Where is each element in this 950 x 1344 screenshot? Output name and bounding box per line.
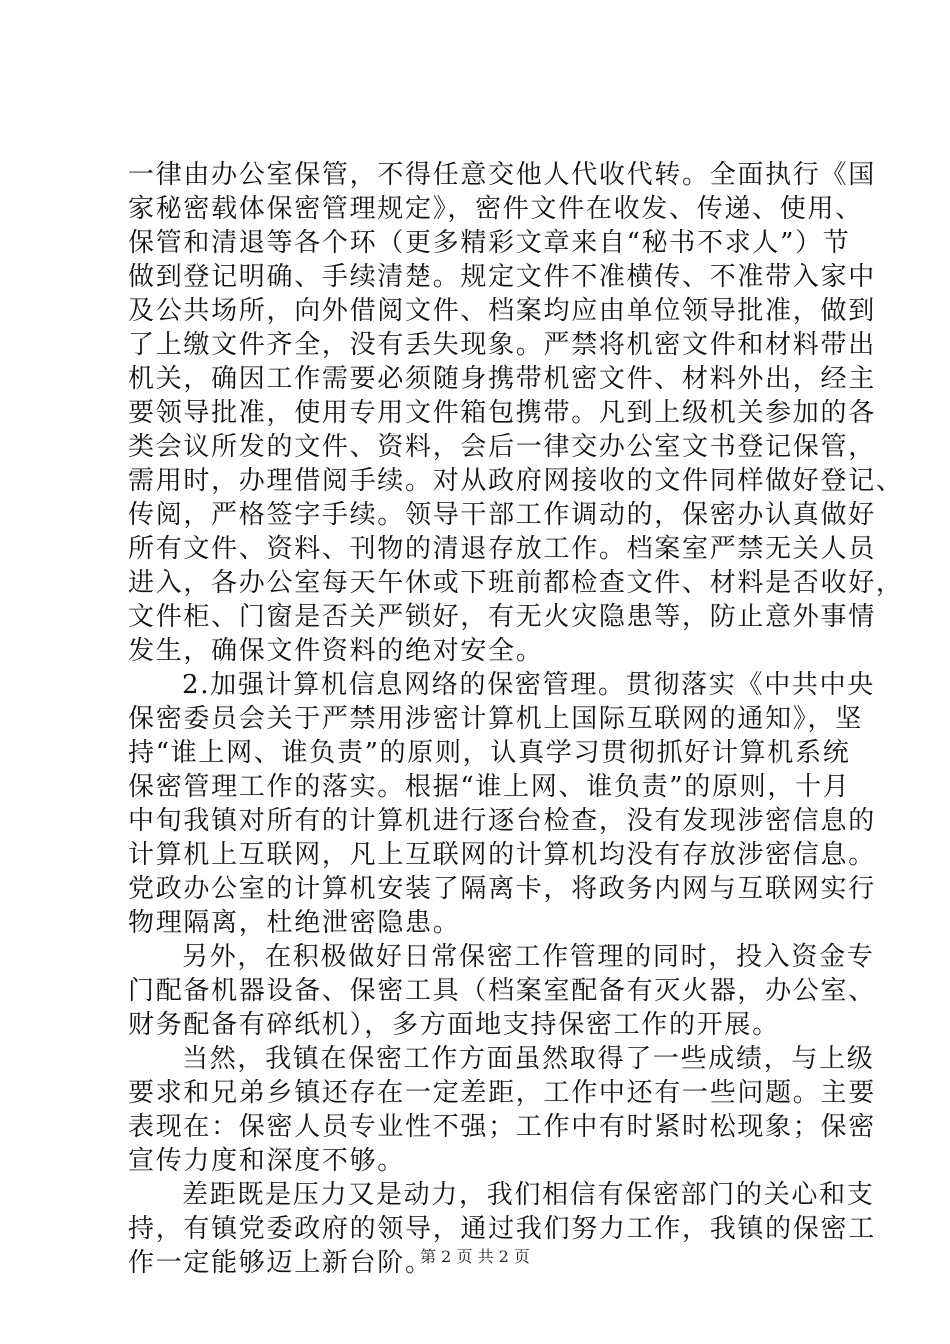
text-line: 做到登记明确、手续清楚。规定文件不准横传、不准带入家中	[128, 262, 876, 292]
document-body	[128, 158, 904, 1280]
text-line: 及公共场所，向外借阅文件、档案均应由单位领导批准，做到	[128, 296, 876, 326]
text-line: 物理隔离，杜绝泄密隐患。	[128, 908, 461, 938]
text-line: 文件柜、门窗是否关严锁好，有无火灾隐患等，防止意外事情	[128, 602, 876, 632]
text-line: 党政办公室的计算机安装了隔离卡，将政务内网与互联网实行	[128, 874, 876, 904]
paragraph-start-line: 另外，在积极做好日常保密工作管理的同时，投入资金专	[182, 942, 875, 972]
text-line: 传阅，严格签字手续。领导干部工作调动的，保密办认真做好	[128, 500, 876, 530]
text-line: 类会议所发的文件、资料，会后一律交办公室文书登记保管，	[128, 432, 876, 462]
text-line: 持，有镇党委政府的领导，通过我们努力工作，我镇的保密工	[128, 1214, 876, 1244]
text-line: 要领导批准，使用专用文件箱包携带。凡到上级机关参加的各	[128, 398, 876, 428]
text-line: 机关，确因工作需要必须随身携带机密文件、材料外出，经主	[128, 364, 876, 394]
text-line: 家秘密载体保密管理规定》，密件文件在收发、传递、使用、	[128, 194, 863, 224]
paragraph-start-line: 2.加强计算机信息网络的保密管理。贯彻落实《中共中央	[182, 670, 876, 700]
page-number-label: 第 2 页 共 2 页	[420, 1247, 530, 1266]
text-line: 发生，确保文件资料的绝对安全。	[128, 636, 544, 666]
text-line: 所有文件、资料、刊物的清退存放工作。档案室严禁无关人员	[128, 534, 876, 564]
text-line: 保管和清退等各个环（更多精彩文章来自“秘书不求人”）节	[128, 228, 851, 258]
text-line: 一律由办公室保管，不得任意交他人代收代转。全面执行《国	[128, 160, 876, 190]
text-line: 门配备机器设备、保密工具（档案室配备有灭火器，办公室、	[128, 976, 876, 1006]
text-line: 表现在：保密人员专业性不强；工作中有时紧时松现象；保密	[128, 1112, 876, 1142]
text-line: 保密管理工作的落实。根据“谁上网、谁负责”的原则，十月	[128, 772, 851, 802]
text-line: 作一定能够迈上新台阶。	[128, 1248, 433, 1278]
text-line: 中旬我镇对所有的计算机进行逐台检查，没有发现涉密信息的	[128, 806, 876, 836]
text-line: 财务配备有碎纸机），多方面地支持保密工作的开展。	[128, 1010, 780, 1040]
paragraph-start-line: 差距既是压力又是动力，我们相信有保密部门的关心和支	[182, 1180, 875, 1210]
text-line: 计算机上互联网，凡上互联网的计算机均没有存放涉密信息。	[128, 840, 876, 870]
text-line: 要求和兄弟乡镇还存在一定差距，工作中还有一些问题。主要	[128, 1078, 876, 1108]
text-line: 宣传力度和深度不够。	[128, 1146, 406, 1176]
text-line: 保密委员会关于严禁用涉密计算机上国际互联网的通知》，坚	[128, 704, 863, 734]
paragraph-start-line: 当然，我镇在保密工作方面虽然取得了一些成绩，与上级	[182, 1044, 875, 1074]
page-footer	[0, 1244, 950, 1267]
text-line: 需用时，办理借阅手续。对从政府网接收的文件同样做好登记、	[128, 466, 904, 496]
text-line: 持“谁上网、谁负责”的原则，认真学习贯彻抓好计算机系统	[128, 738, 851, 768]
text-line: 了上缴文件齐全，没有丢失现象。严禁将机密文件和材料带出	[128, 330, 876, 360]
text-line: 进入，各办公室每天午休或下班前都检查文件、材料是否收好，	[128, 568, 904, 598]
